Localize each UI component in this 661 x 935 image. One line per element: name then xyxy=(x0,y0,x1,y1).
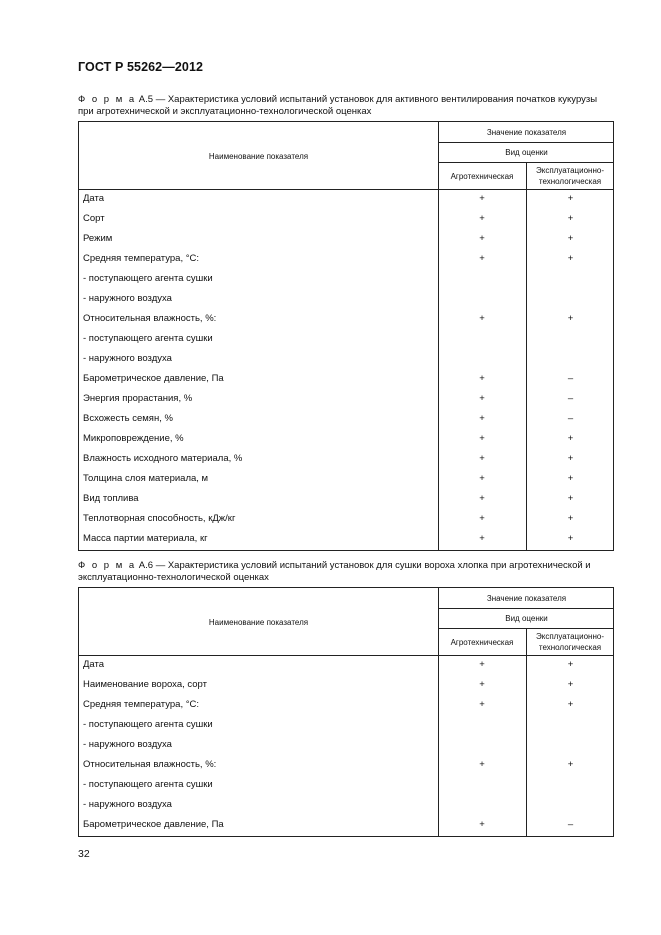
row-label: Теплотворная способность, кДж/кг xyxy=(83,513,236,524)
table-row xyxy=(79,776,613,796)
page-number: 32 xyxy=(78,848,90,860)
table-row xyxy=(79,430,613,450)
table-row xyxy=(79,190,613,210)
row-label: - наружного воздуха xyxy=(83,293,172,304)
expl-value: – xyxy=(567,413,574,424)
row-label: - наружного воздуха xyxy=(83,799,172,810)
form-a6-col-kind: Вид оценки xyxy=(505,613,548,623)
table-row xyxy=(79,230,613,250)
table-row xyxy=(79,696,613,716)
agro-value: + xyxy=(479,699,485,710)
row-label: Вид топлива xyxy=(83,493,139,504)
row-label: Дата xyxy=(83,193,105,204)
expl-value: + xyxy=(567,473,574,484)
expl-value: + xyxy=(567,493,574,504)
expl-value: + xyxy=(567,513,574,524)
table-row xyxy=(79,756,613,776)
row-label: Энергия прорастания, % xyxy=(83,393,193,404)
expl-value: + xyxy=(567,679,574,690)
table-row xyxy=(79,656,613,676)
agro-value: + xyxy=(479,413,485,424)
form-a6-table-body xyxy=(79,656,613,836)
agro-value: + xyxy=(479,313,485,324)
form-a6-table-header xyxy=(79,588,613,656)
expl-value: + xyxy=(567,433,574,444)
table-row xyxy=(79,716,613,736)
agro-value: + xyxy=(479,659,485,670)
row-label: - поступающего агента сушки xyxy=(83,333,213,344)
table-row xyxy=(79,390,613,410)
row-label: - наружного воздуха xyxy=(83,739,172,750)
expl-value: + xyxy=(567,453,574,464)
row-label: Средняя температура, °С: xyxy=(83,253,200,264)
agro-value: + xyxy=(479,513,485,524)
expl-value: – xyxy=(567,819,574,830)
agro-value: + xyxy=(479,819,485,830)
table-row xyxy=(79,816,613,836)
agro-value: + xyxy=(479,759,485,770)
expl-value: + xyxy=(567,759,574,770)
table-row xyxy=(79,510,613,530)
form-a5-col-kind: Вид оценки xyxy=(505,147,548,157)
row-label: Микроповреждение, % xyxy=(83,433,184,444)
form-a6-caption-prefix: Ф о р м а xyxy=(78,560,137,571)
row-label: Средняя температура, °С: xyxy=(83,699,200,710)
form-a6-col-expl: Эксплуатационно-технологическая xyxy=(536,632,604,652)
row-label: Наименование вороха, сорт xyxy=(83,679,207,690)
table-row xyxy=(79,330,613,350)
form-a6-col-value: Значение показателя xyxy=(486,593,567,603)
row-label: - поступающего агента сушки xyxy=(83,273,213,284)
table-row xyxy=(79,796,613,816)
table-row xyxy=(79,676,613,696)
form-a6-table xyxy=(78,587,614,837)
table-row xyxy=(79,270,613,290)
expl-value: + xyxy=(567,699,574,710)
table-row xyxy=(79,450,613,470)
form-a5-table xyxy=(78,121,614,551)
form-a5-col-expl: Эксплуатационно-технологическая xyxy=(536,166,604,186)
row-label: Барометрическое давление, Па xyxy=(83,819,224,830)
form-a5-caption-prefix: Ф о р м а xyxy=(78,94,137,105)
form-a5-col-value: Значение показателя xyxy=(486,127,567,137)
document-code: ГОСТ Р 55262—2012 xyxy=(78,60,204,74)
row-label: Масса партии материала, кг xyxy=(83,533,208,544)
form-a5-table-body xyxy=(79,190,613,550)
form-a5-col-name: Наименование показателя xyxy=(208,151,309,161)
agro-value: + xyxy=(479,679,485,690)
expl-value: – xyxy=(567,373,574,384)
table-row xyxy=(79,530,613,550)
agro-value: + xyxy=(479,493,485,504)
form-a5-col-agro: Агротехническая xyxy=(450,171,514,181)
table-row xyxy=(79,370,613,390)
agro-value: + xyxy=(479,373,485,384)
table-row xyxy=(79,490,613,510)
agro-value: + xyxy=(479,193,485,204)
table-row xyxy=(79,736,613,756)
row-label: Дата xyxy=(83,659,105,670)
form-a6-caption xyxy=(78,560,610,584)
form-a5-caption xyxy=(78,94,610,118)
form-a5-caption-text: А.5 — Характеристика условий испытаний установок для активного вентилирования початков кукурузы при агротехнической и эксплуатационно-технологической оценках xyxy=(78,94,598,117)
row-label: Относительная влажность, %: xyxy=(83,759,217,770)
expl-value: + xyxy=(567,213,574,224)
row-label: Сорт xyxy=(83,213,105,224)
row-label: - поступающего агента сушки xyxy=(83,779,213,790)
form-a5-table-header xyxy=(79,122,613,190)
expl-value: + xyxy=(567,233,574,244)
agro-value: + xyxy=(479,433,485,444)
agro-value: + xyxy=(479,213,485,224)
agro-value: + xyxy=(479,393,485,404)
row-label: Относительная влажность, %: xyxy=(83,313,217,324)
table-row xyxy=(79,290,613,310)
agro-value: + xyxy=(479,253,485,264)
form-a6-caption-text: А.6 — Характеристика условий испытаний установок для сушки вороха хлопка при агротехнической и эксплуатационно-технологической оценках xyxy=(78,560,591,583)
agro-value: + xyxy=(479,533,485,544)
row-label: Влажность исходного материала, % xyxy=(83,453,243,464)
expl-value: + xyxy=(567,253,574,264)
form-a6-col-name: Наименование показателя xyxy=(208,617,309,627)
table-row xyxy=(79,250,613,270)
table-row xyxy=(79,350,613,370)
expl-value: – xyxy=(567,393,574,404)
form-a6-col-agro: Агротехническая xyxy=(450,637,514,647)
agro-value: + xyxy=(479,453,485,464)
table-row xyxy=(79,310,613,330)
table-row xyxy=(79,410,613,430)
row-label: Режим xyxy=(83,233,113,244)
row-label: Толщина слоя материала, м xyxy=(83,473,209,484)
row-label: - наружного воздуха xyxy=(83,353,172,364)
row-label: Барометрическое давление, Па xyxy=(83,373,224,384)
agro-value: + xyxy=(479,473,485,484)
expl-value: + xyxy=(567,659,574,670)
expl-value: + xyxy=(567,193,574,204)
expl-value: + xyxy=(567,533,574,544)
expl-value: + xyxy=(567,313,574,324)
row-label: - поступающего агента сушки xyxy=(83,719,213,730)
table-row xyxy=(79,210,613,230)
row-label: Всхожесть семян, % xyxy=(83,413,173,424)
agro-value: + xyxy=(479,233,485,244)
table-row xyxy=(79,470,613,490)
